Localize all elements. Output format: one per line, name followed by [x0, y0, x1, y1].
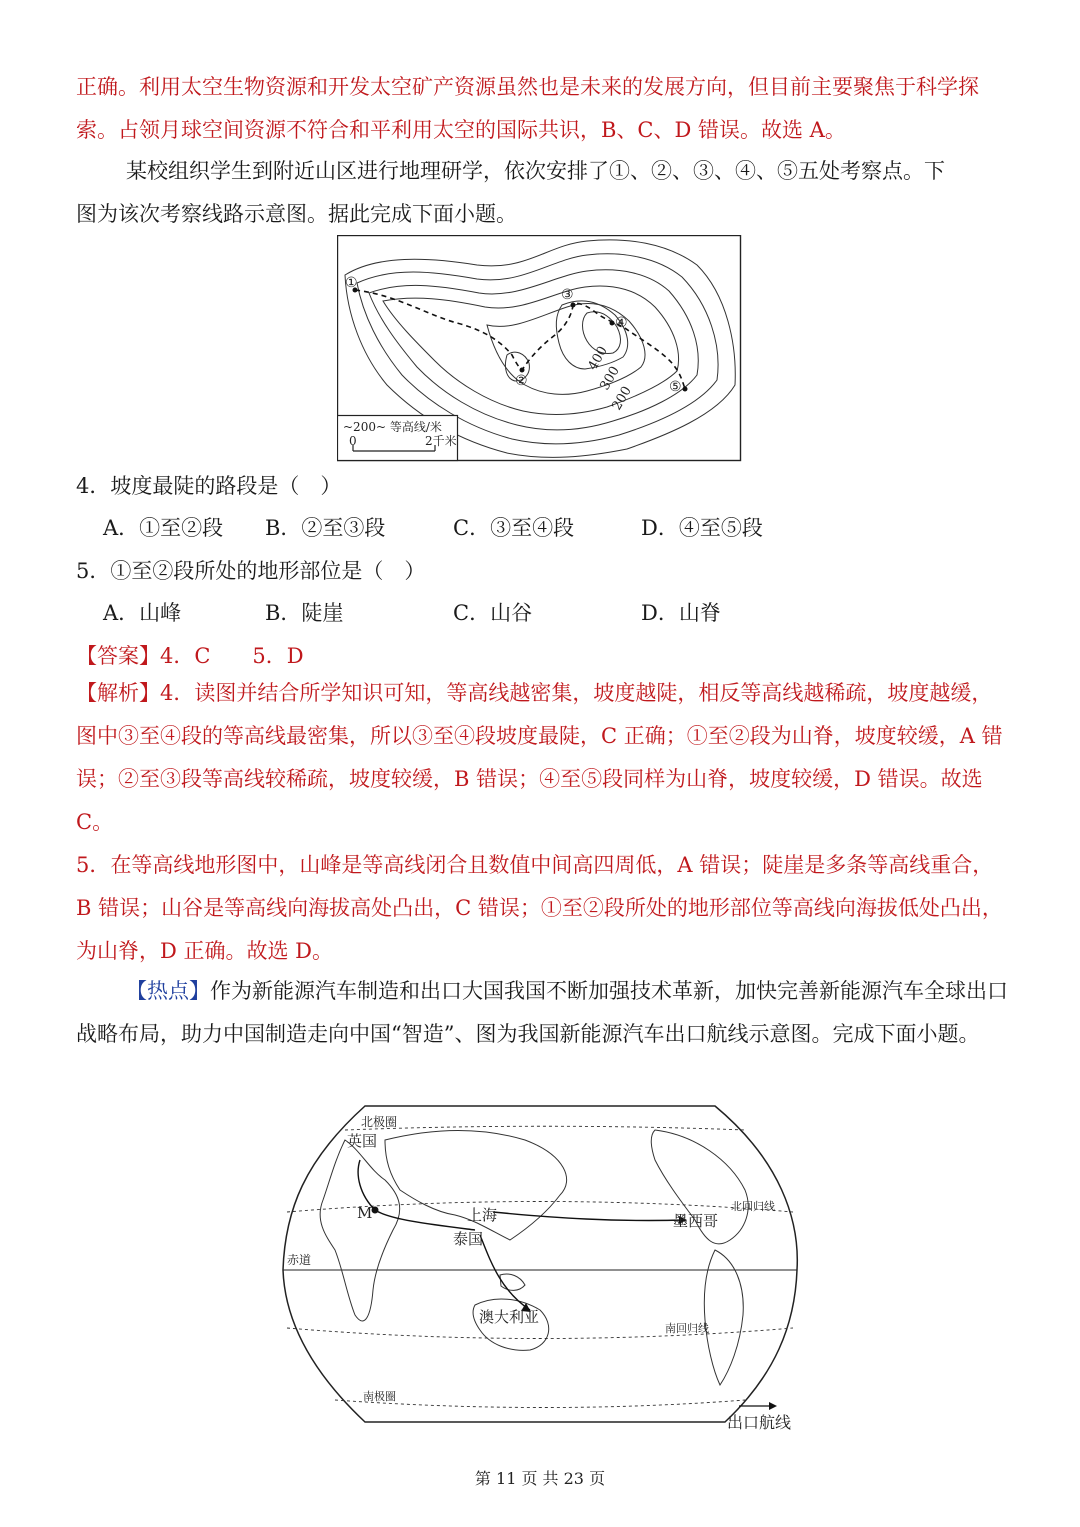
- intro-answer-line2: 索。占领月球空间资源不符合和平利用太空的国际共识，B、C、D 错误。故选 A。: [76, 118, 846, 142]
- legend-scale-0: 0: [349, 434, 357, 448]
- q4-option-b[interactable]: B．②至③段: [265, 516, 386, 540]
- contour-point-4: ④: [615, 315, 628, 331]
- label-arctic: 北极圈: [361, 1115, 398, 1129]
- q4-stem: 4．坡度最陡的路段是（ ）: [76, 474, 342, 498]
- label-tropic-capricorn: 南回归线: [665, 1322, 709, 1335]
- world-route-map: [275, 1100, 805, 1435]
- answer-line: [76, 640, 304, 670]
- legend-scale-2: 2千米: [425, 434, 457, 448]
- q5-option-d[interactable]: D．山脊: [641, 601, 721, 625]
- q4-option-a[interactable]: A．①至②段: [103, 516, 224, 540]
- q5-option-b[interactable]: B．陡崖: [265, 601, 344, 625]
- label-equator: 赤道: [287, 1253, 312, 1267]
- q4-option-d[interactable]: D．④至⑤段: [641, 516, 763, 540]
- analysis: [76, 672, 1008, 973]
- legend-contour-text: ~200~ 等高线/米: [343, 420, 442, 434]
- analysis-p1-text: 4．读图并结合所学知识可知，等高线越密集，坡度越陡，相反等高线越稀疏，坡度越缓，图中③至④段的等高线最密集，所以③至④段坡度最陡，C 正确；①至②段为山脊，坡度较缓，A 错误；②至③段等高线较稀疏，坡度较缓，B 错误；④至⑤段同样为山脊，坡度较缓，D 错误。故选 C。: [76, 681, 1003, 834]
- label-mexico: 墨西哥: [673, 1212, 719, 1230]
- contour-point-5: ⑤: [669, 379, 682, 395]
- q5-stem: 5．①至②段所处的地形部位是（ ）: [76, 559, 426, 583]
- label-thailand: 泰国: [453, 1230, 484, 1248]
- contour-legend: [338, 416, 458, 461]
- intro-answer-line1: 正确。利用太空生物资源和开发太空矿产资源虽然也是未来的发展方向，但目前主要聚焦于科学探: [76, 75, 979, 99]
- label-uk: 英国: [347, 1132, 378, 1150]
- analysis-p1: [76, 672, 1008, 844]
- intro-answer: [76, 66, 1008, 152]
- contour-label-200: 200: [609, 383, 635, 413]
- label-antarctic: 南极圈: [363, 1390, 396, 1403]
- contour-label-400: 400: [585, 343, 611, 373]
- contour-point-1: ①: [345, 275, 358, 291]
- legend-export-route: 出口航线: [727, 1413, 792, 1432]
- hotspot-text: 作为新能源汽车制造和出口大国我国不断加强技术革新，加快完善新能源汽车全球出口战略布局，助力中国制造走向中国“智造”、图为我国新能源汽车出口航线示意图。完成下面小题。: [76, 979, 1008, 1046]
- label-shanghai: 上海: [467, 1206, 498, 1224]
- label-tropic-cancer: 北回归线: [731, 1200, 775, 1213]
- contour-map: [337, 235, 742, 462]
- analysis-label: 【解析】: [76, 681, 160, 705]
- stem-line2: 图为该次考察线路示意图。据此完成下面小题。: [76, 202, 517, 226]
- analysis-p2: 5．在等高线地形图中，山峰是等高线闭合且数值中间高四周低，A 错误；陡崖是多条等高线重合，B 错误；山谷是等高线向海拔高处凸出，C 错误；①至②段所处的地形部位等高线向海拔低处凸出，为山脊，D 正确。故选 D。: [76, 853, 1003, 963]
- q4-option-c[interactable]: C．③至④段: [453, 516, 575, 540]
- answer-label: 【答案】: [76, 644, 160, 668]
- question-stem: [76, 150, 1008, 236]
- q5-option-c[interactable]: C．山谷: [453, 601, 533, 625]
- page-footer: 第 11 页 共 23 页: [474, 1469, 606, 1488]
- stem-line1: 某校组织学生到附近山区进行地理研学，依次安排了①、②、③、④、⑤五处考察点。下: [126, 159, 945, 183]
- answer-text: 4．C 5．D: [160, 644, 304, 668]
- hotspot-label: 【热点】: [126, 979, 210, 1003]
- contour-point-3: ③: [561, 287, 574, 303]
- hotspot: [76, 970, 1008, 1056]
- contour-point-2: ②: [515, 373, 528, 389]
- contour-label-300: 300: [597, 363, 623, 393]
- label-australia: 澳大利亚: [479, 1308, 540, 1326]
- label-m: M: [357, 1204, 373, 1222]
- q5-option-a[interactable]: A．山峰: [103, 601, 182, 625]
